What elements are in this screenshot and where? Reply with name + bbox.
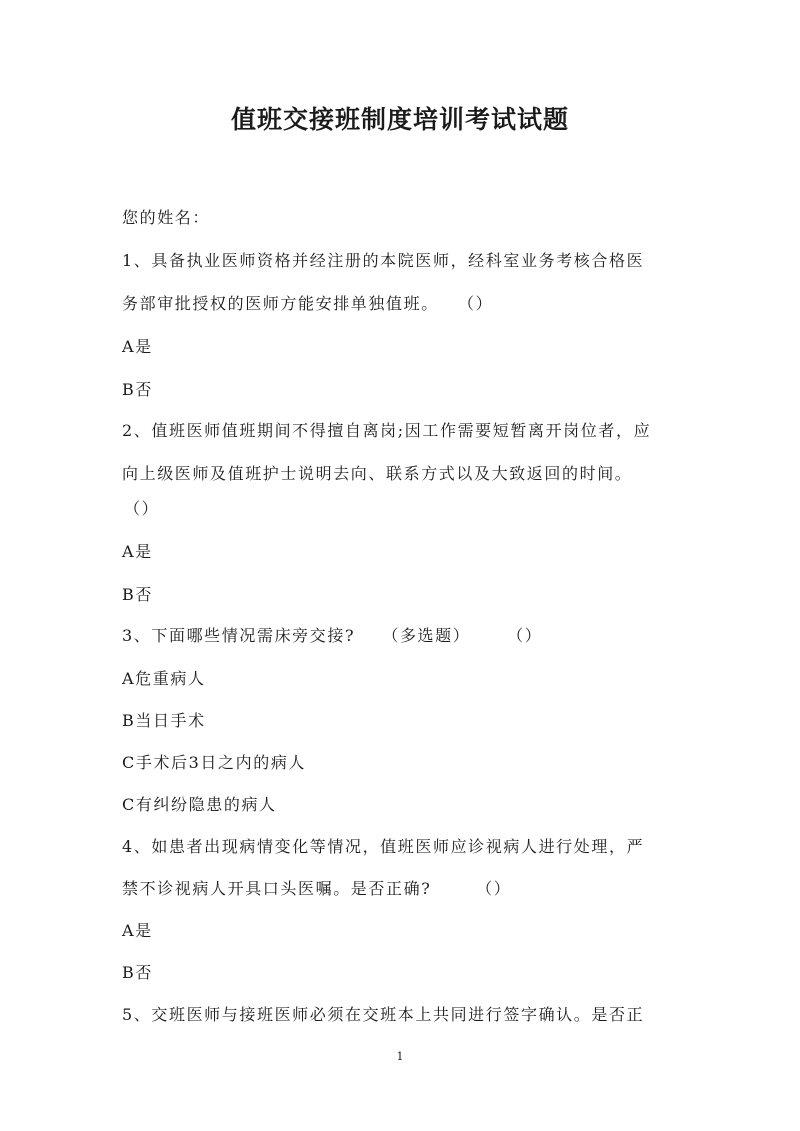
question-3-option-c: C手术后3日之内的病人	[122, 753, 307, 772]
question-1-line-1: 1、具备执业医师资格并经注册的本院医师，经科室业务考核合格医	[122, 251, 645, 270]
question-4-line-2: 禁不诊视病人开具口头医嘱。是否正确? （）	[122, 879, 512, 898]
question-4-option-a: A是	[122, 921, 153, 940]
question-2-line-2: 向上级医师及值班护士说明去向、联系方式以及大致返回的时间。	[122, 464, 633, 483]
question-3-line-1: 3、下面哪些情况需床旁交接? （多选题） （）	[122, 626, 543, 645]
question-2-option-a: A是	[122, 542, 153, 561]
page-number: 1	[396, 1050, 404, 1063]
question-5-line-1: 5、交班医师与接班医师必须在交班本上共同进行签字确认。是否正	[122, 1005, 645, 1024]
question-3-option-d: C有纠纷隐患的病人	[122, 795, 277, 814]
question-3-option-a: A危重病人	[122, 669, 206, 688]
question-1-line-2: 务部审批授权的医师方能安排单独值班。 （）	[122, 294, 494, 313]
question-1-option-a: A是	[122, 337, 153, 356]
name-field-label: 您的姓名：	[122, 208, 211, 227]
question-4-option-b: B否	[122, 963, 153, 982]
question-2-line-1: 2、值班医师值班期间不得擅自离岗;因工作需要短暂离开岗位者，应	[122, 421, 652, 440]
question-1-option-b: B否	[122, 380, 153, 399]
question-2-option-b: B否	[122, 585, 153, 604]
question-3-option-b: B当日手术	[122, 711, 206, 730]
question-4-line-1: 4、如患者出现病情变化等情况，值班医师应诊视病人进行处理，严	[122, 837, 645, 856]
question-2-line-3: （）	[124, 499, 160, 518]
page-title: 值班交接班制度培训考试试题	[230, 105, 569, 134]
